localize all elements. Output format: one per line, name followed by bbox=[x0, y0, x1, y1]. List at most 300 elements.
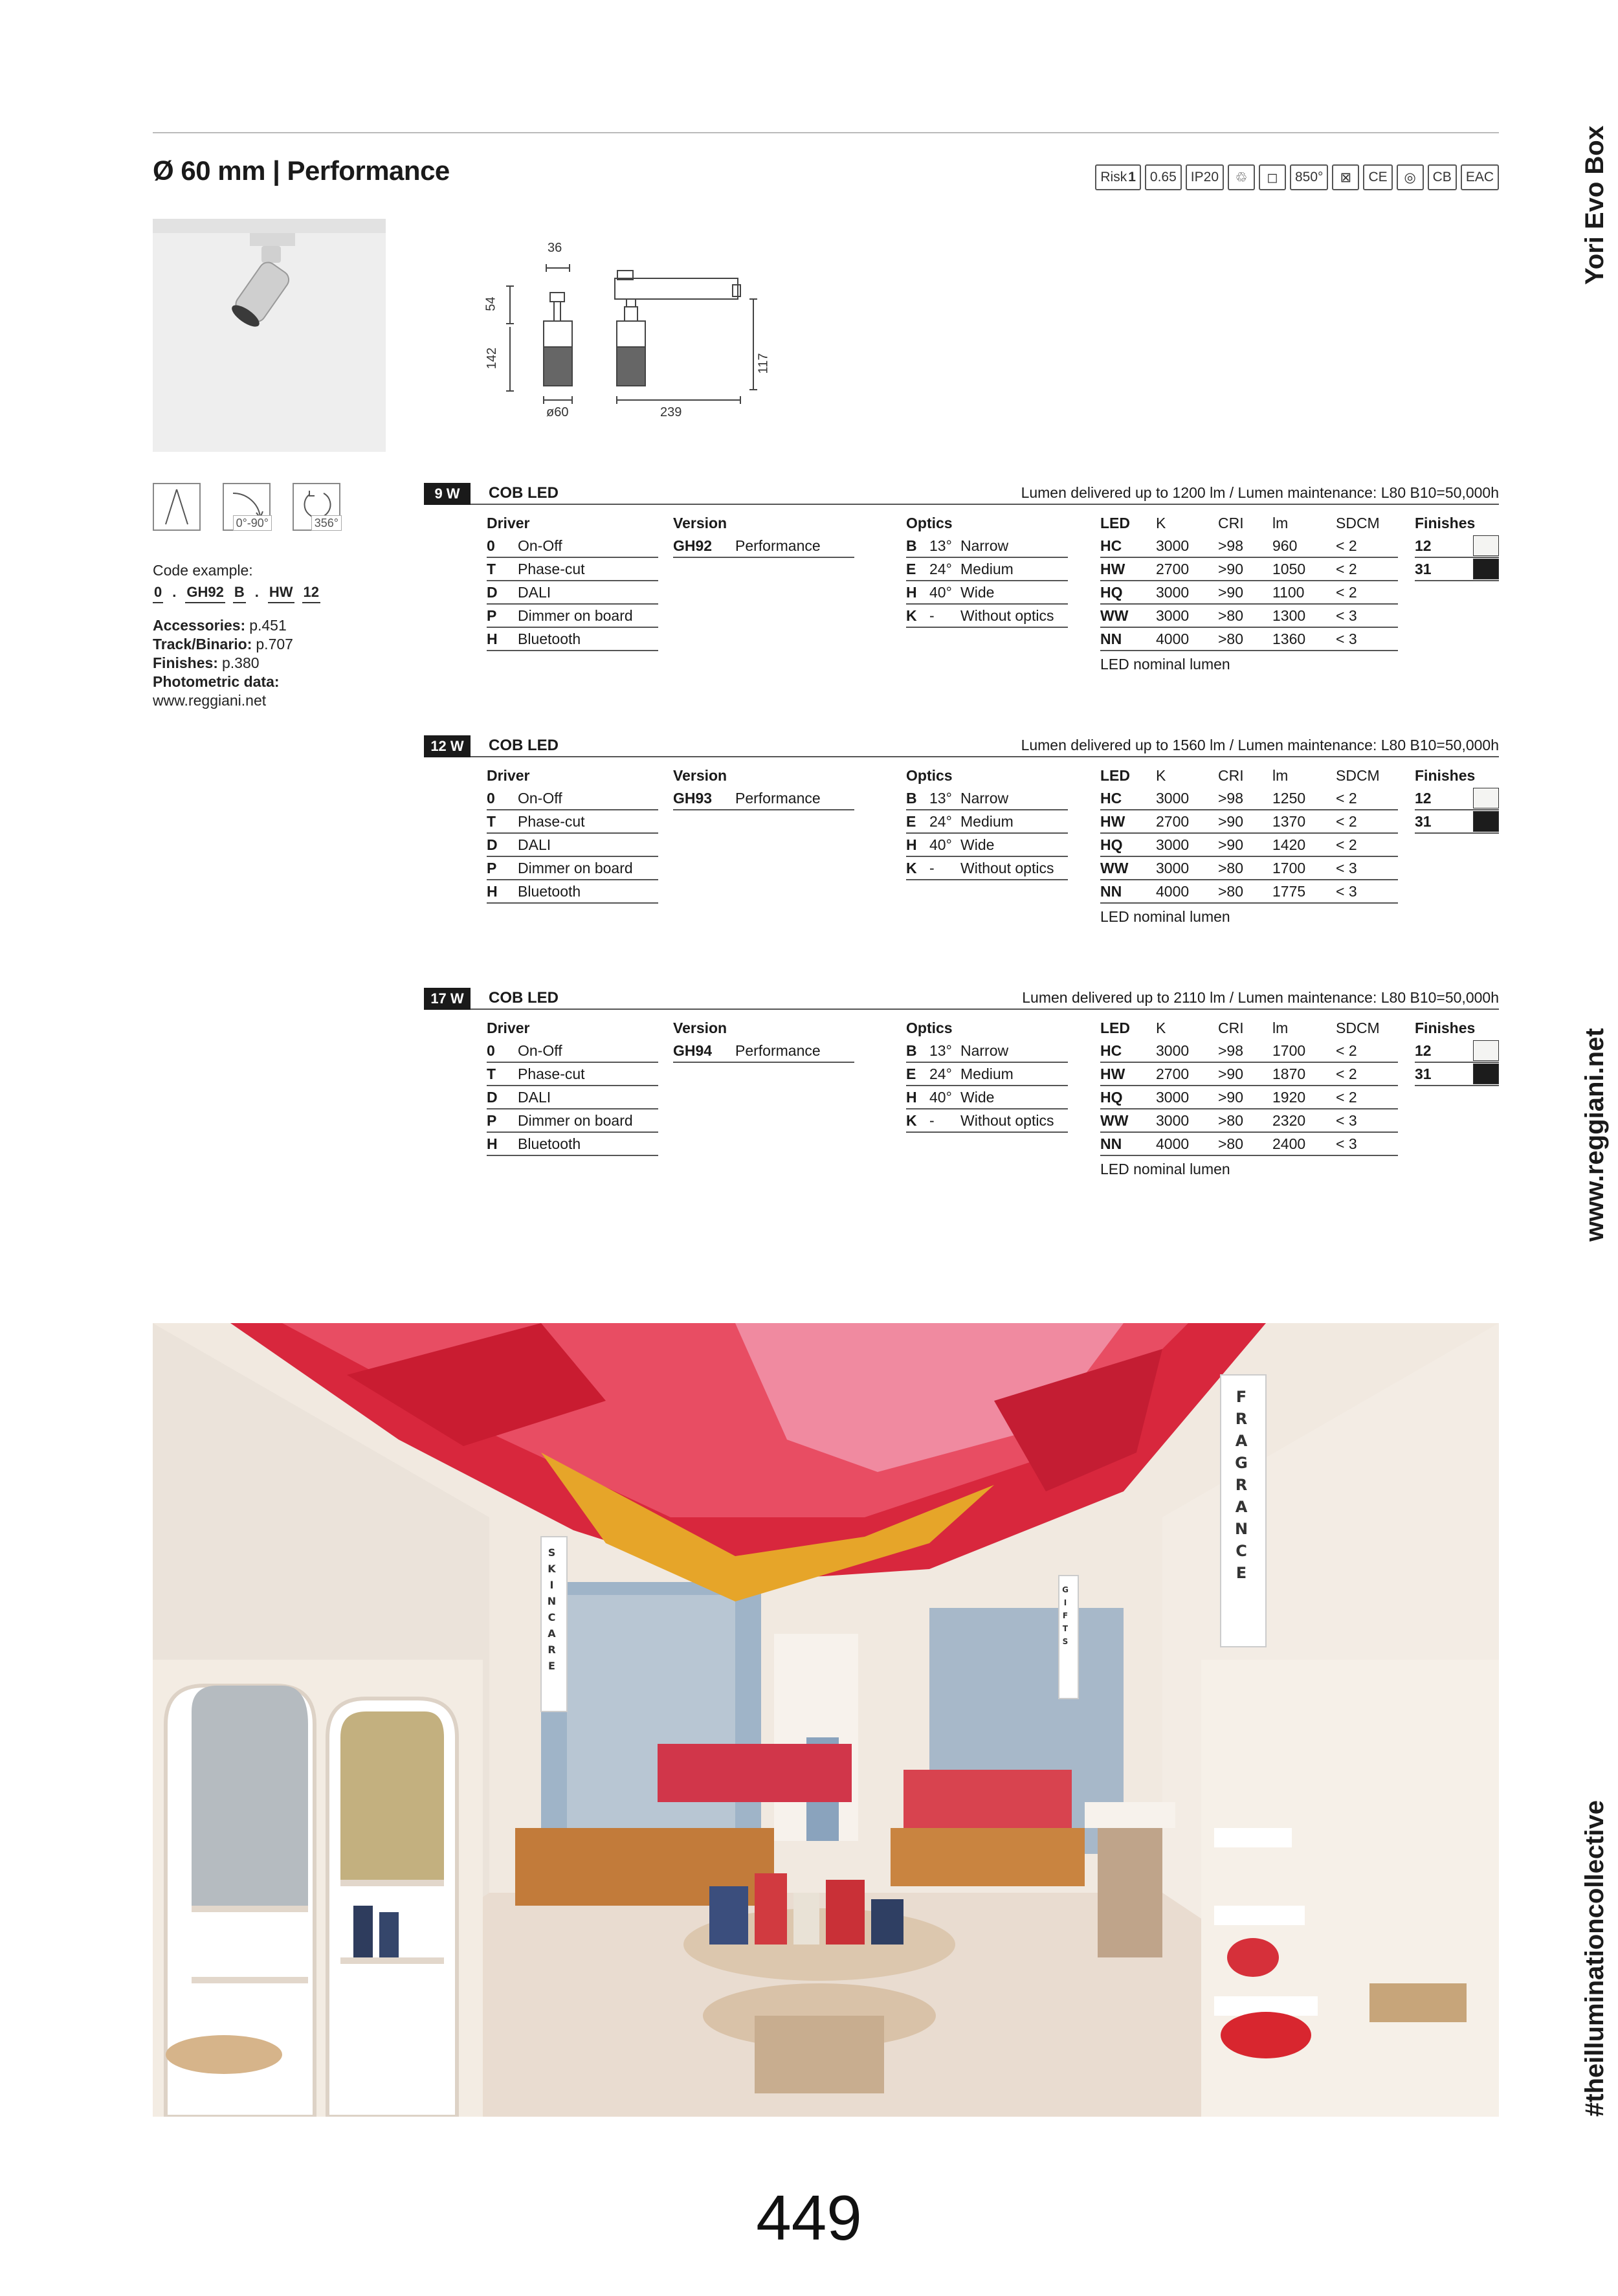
certification-badge: ◻ bbox=[1259, 164, 1286, 190]
rotation-caption: 356° bbox=[311, 515, 342, 531]
dim-height-142: 142 bbox=[485, 347, 500, 370]
driver-column bbox=[487, 764, 658, 904]
led-row bbox=[1100, 1063, 1398, 1086]
code-separator: . bbox=[172, 584, 177, 600]
led-code: HQ bbox=[1100, 584, 1123, 601]
optics-header: Optics bbox=[906, 515, 953, 531]
driver-name: Phase-cut bbox=[518, 813, 585, 830]
optics-name: Wide bbox=[960, 836, 995, 853]
optics-row bbox=[906, 834, 1068, 857]
store-photo-illustration bbox=[153, 1323, 1499, 2117]
led-lm: 1050 bbox=[1272, 561, 1306, 577]
led-cri: >90 bbox=[1218, 584, 1244, 601]
optics-name: Narrow bbox=[960, 537, 1009, 554]
driver-code: 0 bbox=[487, 537, 495, 554]
finish-code: 31 bbox=[1415, 813, 1432, 830]
optics-code: B bbox=[906, 1042, 917, 1059]
optics-angle: - bbox=[929, 607, 935, 624]
optics-row bbox=[906, 581, 1068, 605]
optics-code: K bbox=[906, 860, 917, 876]
driver-code: 0 bbox=[487, 1042, 495, 1059]
certification-badge: CB bbox=[1428, 164, 1457, 190]
optics-row bbox=[906, 535, 1068, 558]
led-k: 3000 bbox=[1156, 537, 1190, 554]
led-lm: 1300 bbox=[1272, 607, 1306, 624]
reference-line: Finishes: p.380 bbox=[153, 654, 260, 671]
driver-code: P bbox=[487, 860, 497, 876]
optics-name: Medium bbox=[960, 561, 1014, 577]
power-badge: 9 W bbox=[424, 483, 471, 505]
led-table-header bbox=[1100, 511, 1398, 535]
reference-line: Track/Binario: p.707 bbox=[153, 636, 293, 652]
optics-code: E bbox=[906, 813, 916, 830]
dim-height-54: 54 bbox=[483, 296, 498, 311]
led-header-lm: lm bbox=[1272, 767, 1289, 784]
lumen-note: Lumen delivered up to 2110 lm / Lumen maintenance: L80 B10=50,000h bbox=[1022, 989, 1499, 1006]
led-sdcm: < 3 bbox=[1336, 860, 1357, 876]
led-code: HQ bbox=[1100, 836, 1123, 853]
driver-row bbox=[487, 1133, 658, 1156]
version-name: Performance bbox=[735, 537, 821, 554]
led-sdcm: < 2 bbox=[1336, 1065, 1357, 1082]
led-lm: 2320 bbox=[1272, 1112, 1306, 1129]
section-header bbox=[424, 483, 1499, 505]
driver-code: P bbox=[487, 607, 497, 624]
driver-column bbox=[487, 511, 658, 651]
beam-icons bbox=[153, 483, 340, 531]
version-code: GH93 bbox=[673, 790, 713, 807]
led-k: 3000 bbox=[1156, 584, 1190, 601]
optics-angle: 24° bbox=[929, 1065, 952, 1082]
optics-name: Narrow bbox=[960, 790, 1009, 807]
version-header: Version bbox=[673, 515, 727, 531]
dimension-diagram bbox=[479, 240, 764, 427]
led-cri: >80 bbox=[1218, 630, 1244, 647]
driver-name: DALI bbox=[518, 836, 551, 853]
spec-section bbox=[424, 988, 1499, 1214]
led-k: 2700 bbox=[1156, 561, 1190, 577]
led-lm: 1420 bbox=[1272, 836, 1306, 853]
optics-angle: 40° bbox=[929, 1089, 952, 1106]
website-label: www.reggiani.net bbox=[1580, 1028, 1609, 1242]
led-lm: 1700 bbox=[1272, 860, 1306, 876]
certification-badge: 850° bbox=[1290, 164, 1328, 190]
led-k: 2700 bbox=[1156, 1065, 1190, 1082]
version-row bbox=[673, 535, 854, 558]
driver-row bbox=[487, 535, 658, 558]
led-cri: >90 bbox=[1218, 561, 1244, 577]
optics-angle: - bbox=[929, 1112, 935, 1129]
technical-drawing bbox=[479, 240, 771, 427]
driver-column bbox=[487, 1016, 658, 1156]
led-header-led: LED bbox=[1100, 515, 1130, 531]
led-row bbox=[1100, 880, 1398, 904]
optics-angle: 40° bbox=[929, 836, 952, 853]
driver-name: On-Off bbox=[518, 1042, 562, 1059]
optics-row bbox=[906, 1109, 1068, 1133]
led-code: WW bbox=[1100, 860, 1129, 876]
led-k: 3000 bbox=[1156, 1042, 1190, 1059]
finish-row bbox=[1415, 535, 1499, 558]
optics-row bbox=[906, 1063, 1068, 1086]
optics-code: K bbox=[906, 1112, 917, 1129]
led-table bbox=[1100, 511, 1398, 677]
led-sdcm: < 2 bbox=[1336, 836, 1357, 853]
led-cri: >80 bbox=[1218, 607, 1244, 624]
finish-row bbox=[1415, 1063, 1499, 1086]
led-sdcm: < 2 bbox=[1336, 790, 1357, 807]
led-row bbox=[1100, 1133, 1398, 1156]
led-nominal-note: LED nominal lumen bbox=[1100, 656, 1230, 673]
certification-icons bbox=[1095, 164, 1499, 190]
driver-code: D bbox=[487, 584, 498, 601]
optics-row bbox=[906, 810, 1068, 834]
version-name: Performance bbox=[735, 790, 821, 807]
spec-section bbox=[424, 735, 1499, 962]
certification-badge: ◎ bbox=[1397, 164, 1424, 190]
led-code: WW bbox=[1100, 1112, 1129, 1129]
section-header bbox=[424, 735, 1499, 757]
led-nominal-note: LED nominal lumen bbox=[1100, 1161, 1230, 1177]
led-sdcm: < 2 bbox=[1336, 537, 1357, 554]
finish-code: 12 bbox=[1415, 537, 1432, 554]
code-part: B bbox=[233, 583, 246, 603]
led-row bbox=[1100, 1086, 1398, 1109]
rotation-icon bbox=[293, 483, 340, 531]
led-header-k: K bbox=[1156, 1020, 1166, 1036]
section-header bbox=[424, 988, 1499, 1010]
led-cri: >98 bbox=[1218, 1042, 1244, 1059]
led-lm: 1700 bbox=[1272, 1042, 1306, 1059]
version-header: Version bbox=[673, 767, 727, 784]
led-header-lm: lm bbox=[1272, 515, 1289, 531]
led-row bbox=[1100, 857, 1398, 880]
driver-name: DALI bbox=[518, 1089, 551, 1106]
led-code: HC bbox=[1100, 537, 1122, 554]
finish-code: 12 bbox=[1415, 790, 1432, 807]
led-cri: >90 bbox=[1218, 836, 1244, 853]
led-cri: >90 bbox=[1218, 813, 1244, 830]
driver-row bbox=[487, 834, 658, 857]
led-header-sdcm: SDCM bbox=[1336, 1020, 1380, 1036]
optics-row bbox=[906, 787, 1068, 810]
led-cri: >90 bbox=[1218, 1065, 1244, 1082]
driver-name: On-Off bbox=[518, 790, 562, 807]
finishes-column bbox=[1415, 764, 1499, 834]
led-cri: >80 bbox=[1218, 883, 1244, 900]
optics-code: E bbox=[906, 1065, 916, 1082]
led-header-led: LED bbox=[1100, 1020, 1130, 1036]
driver-code: D bbox=[487, 1089, 498, 1106]
store-sign: SKINCARE bbox=[546, 1546, 558, 1676]
led-row bbox=[1100, 1109, 1398, 1133]
store-interior-photo bbox=[153, 1323, 1499, 2117]
spotlight-image bbox=[153, 219, 386, 452]
led-cri: >80 bbox=[1218, 860, 1244, 876]
version-column bbox=[673, 764, 854, 810]
certification-badge: IP20 bbox=[1186, 164, 1224, 190]
led-type: COB LED bbox=[489, 484, 559, 502]
led-header-sdcm: SDCM bbox=[1336, 767, 1380, 784]
driver-row bbox=[487, 1109, 658, 1133]
lumen-note: Lumen delivered up to 1200 lm / Lumen maintenance: L80 B10=50,000h bbox=[1021, 484, 1499, 501]
driver-row bbox=[487, 628, 658, 651]
led-sdcm: < 2 bbox=[1336, 561, 1357, 577]
references bbox=[153, 616, 425, 710]
certification-badge: Risk 1 bbox=[1095, 164, 1141, 190]
finish-swatch bbox=[1473, 535, 1499, 556]
optics-column bbox=[906, 764, 1068, 880]
tilt-icon bbox=[223, 483, 271, 531]
driver-row bbox=[487, 857, 658, 880]
driver-row bbox=[487, 581, 658, 605]
led-row bbox=[1100, 787, 1398, 810]
finish-swatch bbox=[1473, 811, 1499, 832]
driver-header: Driver bbox=[487, 515, 530, 531]
led-sdcm: < 3 bbox=[1336, 607, 1357, 624]
spec-section bbox=[424, 483, 1499, 709]
reference-line: www.reggiani.net bbox=[153, 692, 267, 709]
driver-name: Bluetooth bbox=[518, 1135, 581, 1152]
driver-row bbox=[487, 1040, 658, 1063]
dim-width-top: 36 bbox=[548, 241, 562, 255]
led-lm: 960 bbox=[1272, 537, 1298, 554]
version-code: GH94 bbox=[673, 1042, 713, 1059]
driver-code: 0 bbox=[487, 790, 495, 807]
store-sign: FRAGRANCE bbox=[1232, 1388, 1250, 1586]
finish-swatch bbox=[1473, 1064, 1499, 1084]
led-lm: 1920 bbox=[1272, 1089, 1306, 1106]
finishes-header: Finishes bbox=[1415, 767, 1476, 784]
optics-code: B bbox=[906, 790, 917, 807]
led-code: HW bbox=[1100, 813, 1125, 830]
led-header-k: K bbox=[1156, 515, 1166, 531]
led-row bbox=[1100, 605, 1398, 628]
led-k: 3000 bbox=[1156, 607, 1190, 624]
optics-name: Without optics bbox=[960, 1112, 1054, 1129]
reference-line: Accessories: p.451 bbox=[153, 617, 287, 634]
optics-code: K bbox=[906, 607, 917, 624]
product-thumbnail bbox=[153, 219, 386, 452]
led-lm: 1250 bbox=[1272, 790, 1306, 807]
led-lm: 2400 bbox=[1272, 1135, 1306, 1152]
tilt-caption: 0°-90° bbox=[233, 515, 272, 531]
lumen-note: Lumen delivered up to 1560 lm / Lumen maintenance: L80 B10=50,000h bbox=[1021, 737, 1499, 753]
driver-name: Dimmer on board bbox=[518, 860, 633, 876]
led-header-cri: CRI bbox=[1218, 767, 1244, 784]
driver-code: T bbox=[487, 813, 496, 830]
driver-row bbox=[487, 787, 658, 810]
driver-row bbox=[487, 605, 658, 628]
hashtag-label: #theilluminationcollective bbox=[1580, 1800, 1609, 2117]
header-rule bbox=[153, 132, 1499, 133]
optics-row bbox=[906, 1040, 1068, 1063]
led-row bbox=[1100, 535, 1398, 558]
certification-badge: ♲ bbox=[1228, 164, 1255, 190]
optics-row bbox=[906, 558, 1068, 581]
optics-angle: 13° bbox=[929, 1042, 952, 1059]
led-header-k: K bbox=[1156, 767, 1166, 784]
led-k: 3000 bbox=[1156, 790, 1190, 807]
led-header-lm: lm bbox=[1272, 1020, 1289, 1036]
led-row bbox=[1100, 628, 1398, 651]
optics-row bbox=[906, 605, 1068, 628]
driver-name: Bluetooth bbox=[518, 883, 581, 900]
led-k: 3000 bbox=[1156, 836, 1190, 853]
led-row bbox=[1100, 834, 1398, 857]
finish-row bbox=[1415, 810, 1499, 834]
led-type: COB LED bbox=[489, 989, 559, 1007]
optics-name: Wide bbox=[960, 584, 995, 601]
dim-diameter: ø60 bbox=[546, 405, 569, 419]
led-header-sdcm: SDCM bbox=[1336, 515, 1380, 531]
optics-name: Narrow bbox=[960, 1042, 1009, 1059]
led-table bbox=[1100, 1016, 1398, 1182]
code-part: 12 bbox=[302, 583, 320, 603]
led-code: HQ bbox=[1100, 1089, 1123, 1106]
finishes-header: Finishes bbox=[1415, 515, 1476, 531]
driver-row bbox=[487, 1063, 658, 1086]
dim-length: 239 bbox=[660, 405, 682, 419]
finish-row bbox=[1415, 558, 1499, 581]
finish-swatch bbox=[1473, 1040, 1499, 1061]
led-lm: 1360 bbox=[1272, 630, 1306, 647]
product-family-label: Yori Evo Box bbox=[1580, 126, 1609, 285]
version-name: Performance bbox=[735, 1042, 821, 1059]
driver-row bbox=[487, 558, 658, 581]
code-part: HW bbox=[268, 583, 294, 603]
driver-name: Phase-cut bbox=[518, 1065, 585, 1082]
led-sdcm: < 2 bbox=[1336, 1042, 1357, 1059]
version-row bbox=[673, 787, 854, 810]
led-k: 4000 bbox=[1156, 630, 1190, 647]
code-part: GH92 bbox=[185, 583, 225, 603]
optics-column bbox=[906, 511, 1068, 628]
led-code: NN bbox=[1100, 883, 1122, 900]
beam-angle-icon bbox=[153, 483, 201, 531]
led-k: 4000 bbox=[1156, 883, 1190, 900]
optics-header: Optics bbox=[906, 1020, 953, 1036]
optics-row bbox=[906, 1086, 1068, 1109]
optics-column bbox=[906, 1016, 1068, 1133]
finish-row bbox=[1415, 1040, 1499, 1063]
led-sdcm: < 2 bbox=[1336, 813, 1357, 830]
power-badge: 17 W bbox=[424, 988, 471, 1010]
led-code: NN bbox=[1100, 630, 1122, 647]
led-row bbox=[1100, 810, 1398, 834]
finishes-column bbox=[1415, 511, 1499, 581]
code-example-parts bbox=[153, 583, 425, 603]
led-sdcm: < 3 bbox=[1336, 883, 1357, 900]
code-separator: . bbox=[254, 584, 259, 600]
led-table-header bbox=[1100, 764, 1398, 787]
driver-name: Bluetooth bbox=[518, 630, 581, 647]
optics-angle: 13° bbox=[929, 537, 952, 554]
led-lm: 1370 bbox=[1272, 813, 1306, 830]
led-lm: 1870 bbox=[1272, 1065, 1306, 1082]
led-code: HC bbox=[1100, 1042, 1122, 1059]
finish-row bbox=[1415, 787, 1499, 810]
version-code: GH92 bbox=[673, 537, 713, 554]
finish-swatch bbox=[1473, 788, 1499, 808]
optics-name: Medium bbox=[960, 813, 1014, 830]
finishes-header: Finishes bbox=[1415, 1020, 1476, 1036]
led-type: COB LED bbox=[489, 737, 559, 754]
led-cri: >98 bbox=[1218, 537, 1244, 554]
driver-name: Phase-cut bbox=[518, 561, 585, 577]
led-table bbox=[1100, 764, 1398, 930]
optics-angle: 24° bbox=[929, 813, 952, 830]
led-code: NN bbox=[1100, 1135, 1122, 1152]
page-title: Ø 60 mm | Performance bbox=[153, 155, 450, 186]
reference-line: Photometric data: bbox=[153, 673, 280, 690]
finishes-column bbox=[1415, 1016, 1499, 1086]
led-k: 3000 bbox=[1156, 860, 1190, 876]
certification-badge: ⊠ bbox=[1332, 164, 1359, 190]
led-code: HW bbox=[1100, 561, 1125, 577]
finish-code: 12 bbox=[1415, 1042, 1432, 1059]
optics-code: H bbox=[906, 836, 917, 853]
led-sdcm: < 3 bbox=[1336, 630, 1357, 647]
driver-code: T bbox=[487, 561, 496, 577]
driver-header: Driver bbox=[487, 767, 530, 784]
driver-code: H bbox=[487, 883, 498, 900]
driver-code: P bbox=[487, 1112, 497, 1129]
finish-swatch bbox=[1473, 559, 1499, 579]
led-table-header bbox=[1100, 1016, 1398, 1040]
optics-angle: 40° bbox=[929, 584, 952, 601]
driver-header: Driver bbox=[487, 1020, 530, 1036]
power-badge: 12 W bbox=[424, 735, 471, 757]
led-cri: >90 bbox=[1218, 1089, 1244, 1106]
certification-badge: CE bbox=[1363, 164, 1392, 190]
driver-name: Dimmer on board bbox=[518, 607, 633, 624]
finish-code: 31 bbox=[1415, 561, 1432, 577]
led-header-led: LED bbox=[1100, 767, 1130, 784]
optics-name: Without optics bbox=[960, 607, 1054, 624]
optics-angle: - bbox=[929, 860, 935, 876]
led-header-cri: CRI bbox=[1218, 515, 1244, 531]
led-k: 4000 bbox=[1156, 1135, 1190, 1152]
driver-code: D bbox=[487, 836, 498, 853]
led-nominal-note: LED nominal lumen bbox=[1100, 908, 1230, 925]
led-row bbox=[1100, 558, 1398, 581]
driver-name: DALI bbox=[518, 584, 551, 601]
optics-name: Wide bbox=[960, 1089, 995, 1106]
code-part: 0 bbox=[153, 583, 163, 603]
version-row bbox=[673, 1040, 854, 1063]
led-cri: >80 bbox=[1218, 1112, 1244, 1129]
optics-code: B bbox=[906, 537, 917, 554]
led-sdcm: < 3 bbox=[1336, 1112, 1357, 1129]
led-sdcm: < 2 bbox=[1336, 1089, 1357, 1106]
version-header: Version bbox=[673, 1020, 727, 1036]
led-code: WW bbox=[1100, 607, 1129, 624]
optics-angle: 24° bbox=[929, 561, 952, 577]
led-row bbox=[1100, 581, 1398, 605]
optics-code: E bbox=[906, 561, 916, 577]
led-row bbox=[1100, 1040, 1398, 1063]
code-example-block bbox=[153, 561, 425, 710]
certification-badge: 0.65 bbox=[1145, 164, 1182, 190]
optics-header: Optics bbox=[906, 767, 953, 784]
optics-angle: 13° bbox=[929, 790, 952, 807]
led-lm: 1775 bbox=[1272, 883, 1306, 900]
driver-code: H bbox=[487, 1135, 498, 1152]
driver-code: H bbox=[487, 630, 498, 647]
led-k: 3000 bbox=[1156, 1112, 1190, 1129]
driver-row bbox=[487, 1086, 658, 1109]
